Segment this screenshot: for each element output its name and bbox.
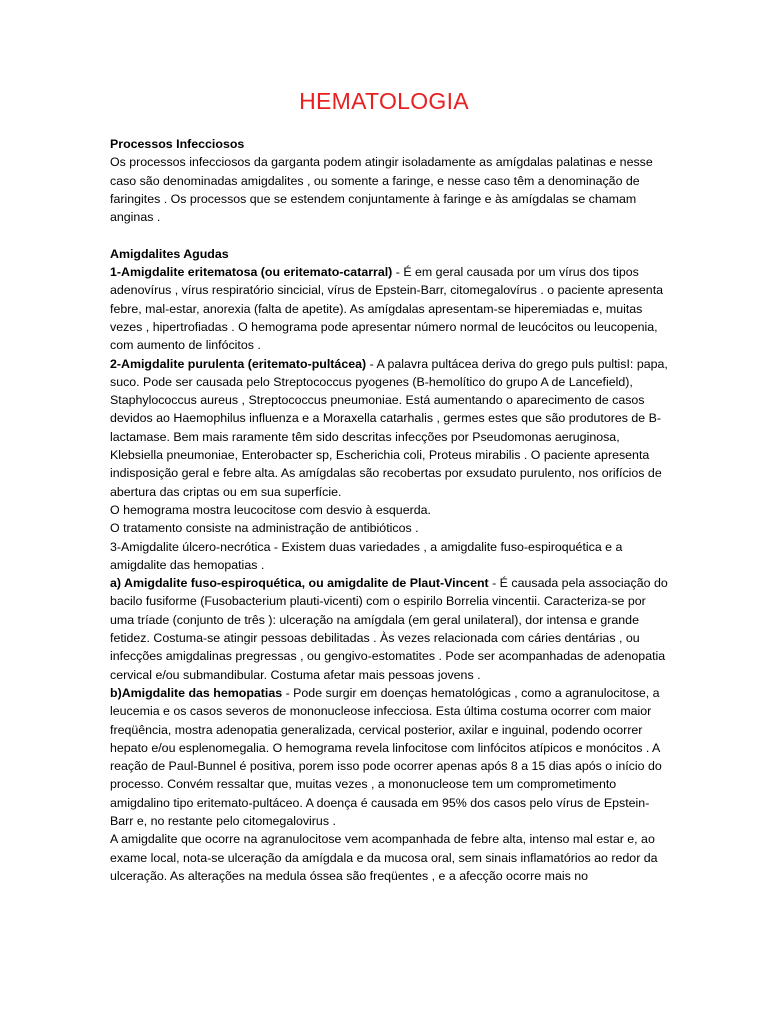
paragraph-tratamento: O tratamento consiste na administração de antibióticos .	[110, 521, 419, 536]
item-text: - A palavra pultácea deriva do grego puls pultisI: papa, suco. Pode ser causada pelo Streptococcus pyogenes (B-hemolítico do grupo A de Lancefield), Staphylococcus aureus , Streptococcus pneumoniae. Está aumentando o aparecimento de casos devidos ao Haemophilus influenza e a Moraxella catarhalis , germes estes que são produtores de B-lactamase. Bem mais raramente têm sido descritas infecções por Pseudomonas aeruginosa, Klebsiella pneumoniae, Enterobacter sp, Escherichia coli, Proteus mirabilis . O paciente apresenta indisposição geral e febre alta. As amígdalas são recobertas por exsudato purulento, nos orifícios de abertura das criptas ou em sua superfície.	[110, 356, 668, 499]
document-body	[110, 135, 670, 885]
item-lead: 1-Amigdalite eritematosa (ou eritemato-catarral)	[110, 265, 393, 280]
paragraph-item-1	[110, 263, 670, 354]
section-heading-amigdalites: Amigdalites Agudas	[110, 246, 229, 261]
paragraph-gap	[110, 226, 670, 244]
item-lead: 2-Amigdalite purulenta (eritemato-pultácea)	[110, 356, 367, 371]
paragraph-item-a	[110, 574, 670, 684]
item-text: - Pode surgir em doenças hematológicas , como a agranulocitose, a leucemia e os casos severos de mononucleose infecciosa. Esta última costuma ocorrer com maior freqüência, mostra adenopatia generalizada, cervical posterior, axilar e inguinal, podendo ocorrer hepato e/ou esplenomegalia. O hemograma revela linfocitose com linfócitos atípicos e monócitos . A reação de Paul-Bunnel é positiva, porem isso pode ocorrer apenas após 8 a 15 dias após o início do processo. Convém ressaltar que, muitas vezes , a mononucleose tem um comprometimento amigdalino tipo eritemato-pultáceo. A doença é causada em 95% dos casos pelo vírus de Epstein-Barr e, no restante pelo citomegalovirus .	[110, 685, 662, 828]
paragraph-processos: Os processos infecciosos da garganta podem atingir isoladamente as amígdalas palatinas e nesse caso são denominadas amigdalites , ou somente a faringe, e nesse caso têm a denominação de faringites . Os processos que se estendem conjuntamente à faringe e às amígdalas se chamam anginas .	[110, 155, 653, 225]
paragraph-hemograma: O hemograma mostra leucocitose com desvio à esquerda.	[110, 502, 431, 517]
item-lead: a) Amigdalite fuso-espiroquética, ou amigdalite de Plaut-Vincent	[110, 576, 489, 591]
item-text: - É em geral causada por um vírus dos tipos adenovírus , vírus respiratório sincicial, vírus de Epstein-Barr, citomegalovírus . o paciente apresenta febre, mal-estar, anorexia (falta de apetite). As amígdalas apresentam-se hiperemiadas e, muitas vezes , hipertrofiadas . O hemograma pode apresentar número normal de leucócitos ou leucopenia, com aumento de linfócitos .	[110, 265, 664, 353]
paragraph-item-2	[110, 355, 670, 501]
section-heading-processos: Processos Infecciosos	[110, 137, 245, 151]
item-lead: b)Amigdalite das hemopatias	[110, 685, 283, 700]
paragraph-item-3: 3-Amigdalite úlcero-necrótica - Existem duas variedades , a amigdalite fuso-espiroquética e a amigdalite das hemopatias .	[110, 539, 623, 572]
paragraph-item-b	[110, 684, 670, 830]
page-title: HEMATOLOGIA	[299, 88, 469, 114]
item-text: - É causada pela associação do bacilo fusiforme (Fusobacterium plauti-vicenti) com o espirilo Borrelia vincentii. Caracteriza-se por uma tríade (conjunto de três ): ulceração na amígdala (em geral unilateral), dor intensa e grande fetidez. Costuma-se atingir pessoas debilitadas . Às vezes relacionada com cáries dentárias , ou infecções amigdalinas pregressas , ou gengivo-estomatites . Pode ser acompanhadas de adenopatia cervical e/ou submandibular. Costuma afetar mais pessoas jovens .	[110, 576, 668, 682]
paragraph-agranulocitose: A amigdalite que ocorre na agranulocitose vem acompanhada de febre alta, intenso mal estar e, ao exame local, nota-se ulceração da amígdala e da mucosa oral, sem sinais inflamatórios ao redor da ulceração. As alterações na medula óssea são freqüentes , e a afecção ocorre mais no	[110, 832, 658, 883]
